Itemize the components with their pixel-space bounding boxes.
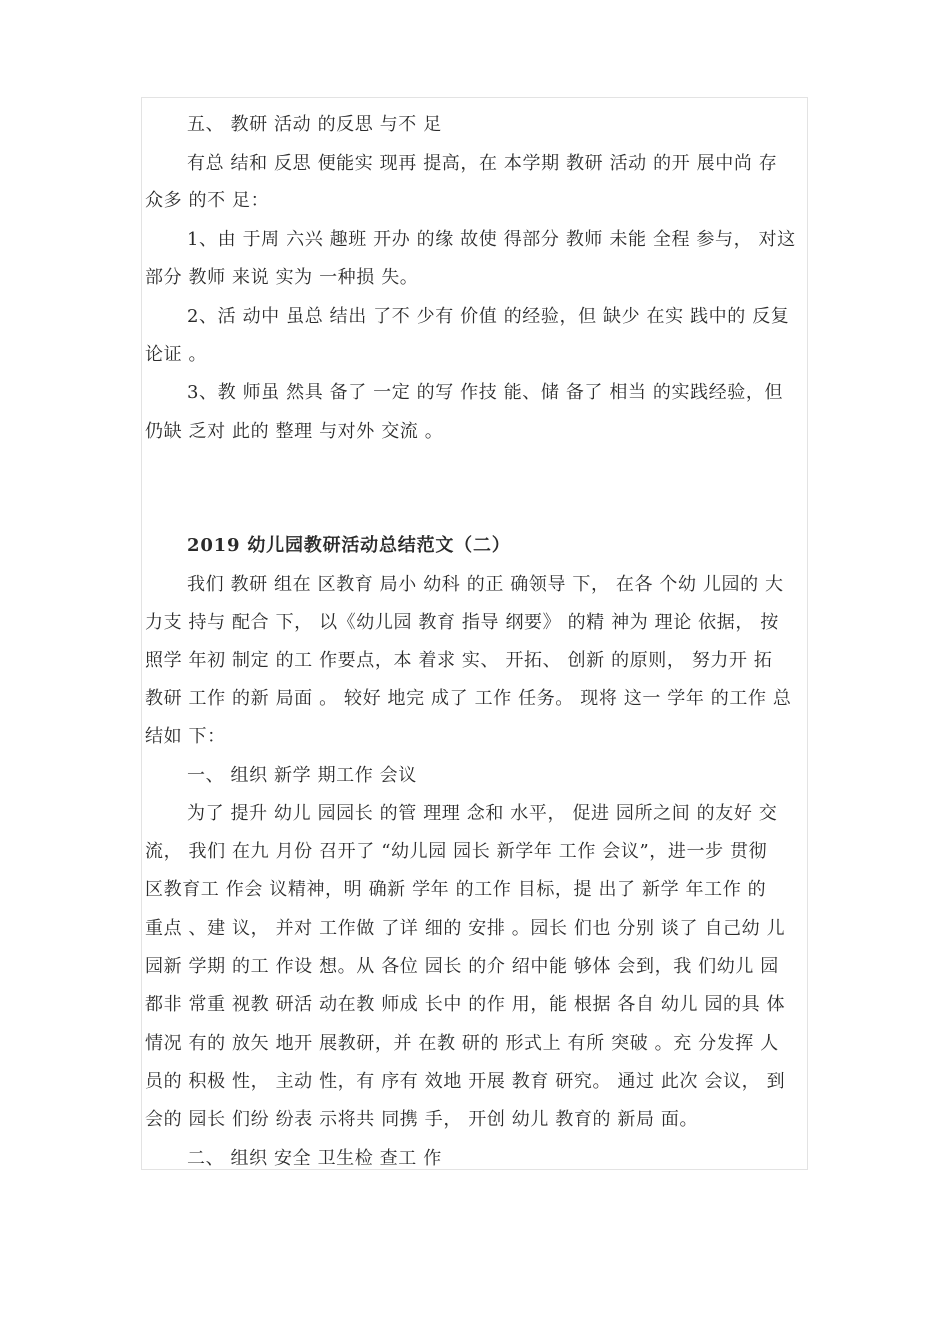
paragraph-line: 众多 的不 足： — [145, 190, 270, 211]
list-item-line: 2、活 动中 虽总 结出 了不 少有 价值 的经验，但 缺少 在实 践中的 反复 — [187, 306, 790, 327]
paragraph-line: 力支 持与 配合 下， 以《幼儿园 教育 指导 纲要》 的精 神为 理论 依据， 按 — [145, 612, 779, 633]
list-item-line: 仍缺 乏对 此的 整理 与对外 交流 。 — [145, 421, 444, 442]
section-heading-meeting: 一、 组织 新学 期工作 会议 — [187, 765, 417, 786]
paragraph-line: 区教育工 作会 议精神，明 确新 学年 的工作 目标，提 出了 新学 年工作 的 — [145, 879, 767, 900]
paragraph-line: 有总 结和 反思 便能实 现再 提高，在 本学期 教研 活动 的开 展中尚 存 — [187, 153, 778, 174]
paragraph-line: 流， 我们 在九 月份 召开了 “幼儿园 园长 新学年 工作 会议”，进一步 贯彻 — [145, 841, 768, 862]
paragraph-line: 结如 下： — [145, 726, 226, 747]
list-item-line: 部分 教师 来说 实为 一种损 失。 — [145, 267, 419, 288]
section-heading-safety: 二、 组织 安全 卫生检 查工 作 — [187, 1148, 442, 1169]
paragraph-line: 教研 工作 的新 局面 。 较好 地完 成了 工作 任务。 现将 这一 学年 的工作 总 — [145, 688, 792, 709]
paragraph-line: 照学 年初 制定 的工 作要点，本 着求 实、 开拓、 创新 的原则， 努力开 拓 — [145, 650, 773, 671]
paragraph-line: 都非 常重 视教 研活 动在教 师成 长中 的作 用，能 根据 各自 幼儿 园的具 体 — [145, 994, 786, 1015]
list-item-line: 论证 。 — [145, 344, 208, 365]
paragraph-line: 员的 积极 性， 主动 性，有 序有 效地 开展 教育 研究。 通过 此次 会议， 到 — [145, 1071, 786, 1092]
list-item-line: 1、由 于周 六兴 趣班 开办 的缘 故使 得部分 教师 未能 全程 参与， 对这 — [187, 229, 796, 250]
paragraph-line: 我们 教研 组在 区教育 局小 幼科 的正 确领导 下， 在各 个幼 儿园的 大 — [187, 574, 784, 595]
section-heading-reflection: 五、 教研 活动 的反思 与不 足 — [187, 114, 442, 135]
paragraph-line: 情况 有的 放矢 地开 展教研，并 在教 研的 形式上 有所 突破 。充 分发挥 人 — [145, 1033, 779, 1054]
list-item-line: 3、教 师虽 然具 备了 一定 的写 作技 能、储 备了 相当 的实践经验，但 — [187, 382, 784, 403]
document-title: 2019 幼儿园教研活动总结范文（二） — [187, 535, 511, 556]
paragraph-line: 园新 学期 的工 作设 想。从 各位 园长 的介 绍中能 够体 会到，我 们幼儿 园 — [145, 956, 779, 977]
paragraph-line: 会的 园长 们纷 纷表 示将共 同携 手， 开创 幼儿 教育的 新局 面。 — [145, 1109, 699, 1130]
paragraph-line: 重点 、建 议， 并对 工作做 了详 细的 安排 。园长 们也 分别 谈了 自己幼 儿 — [145, 918, 786, 939]
paragraph-line: 为了 提升 幼儿 园园长 的管 理理 念和 水平， 促进 园所之间 的友好 交 — [187, 803, 778, 824]
